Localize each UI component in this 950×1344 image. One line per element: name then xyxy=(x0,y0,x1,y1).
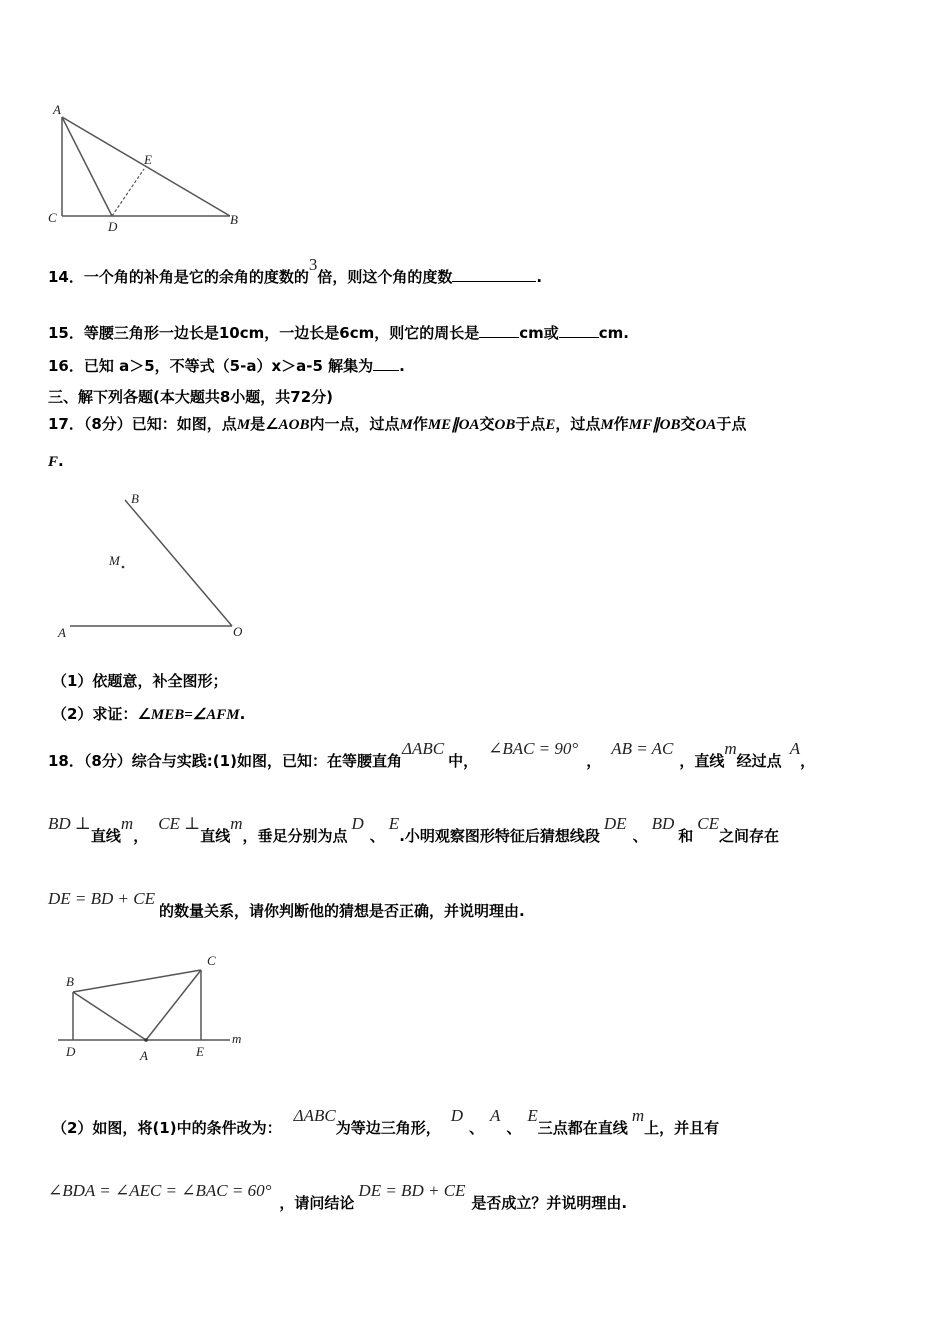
fig18-label-d: D xyxy=(66,1044,76,1059)
question-15: 15．等腰三角形一边长是10cm，一边长是6cm，则它的周长是 cm或 cm. xyxy=(48,324,629,342)
answer-blank[interactable] xyxy=(373,369,399,371)
fig13-label-e: E xyxy=(144,152,152,167)
fig13-label-d: D xyxy=(108,219,118,234)
fig18-label-a: A xyxy=(140,1048,148,1063)
question-16: 16．已知 a＞5，不等式（5-a）x＞a-5 解集为 . xyxy=(48,357,405,375)
question-18-part-2-line-1: （2）如图，将(1)中的条件改为：ΔABC为等边三角形，D、A、E三点都在直线m上，并且有 xyxy=(52,1106,720,1137)
fig17-label-m: M xyxy=(109,553,120,568)
fig17-label-b: B xyxy=(131,491,139,506)
answer-blank[interactable] xyxy=(559,336,599,338)
fig17-label-o: O xyxy=(233,624,243,639)
fig18-label-e: E xyxy=(196,1044,204,1059)
question-17-part-2: （2）求证：∠MEB=∠AFM. xyxy=(52,705,246,723)
question-18-line-2: BD ⊥直线m，CE ⊥直线m，垂足分别为点D、E.小明观察图形特征后猜想线段DE、BD和CE之间存在 xyxy=(48,814,780,845)
answer-blank[interactable] xyxy=(452,280,536,282)
fig13-label-c: C xyxy=(48,210,57,225)
question-14: 14．一个角的补角是它的余角的度数的3倍，则这个角的度数 . xyxy=(48,255,543,286)
q14-number: 3 xyxy=(308,255,318,274)
fig13-label-a: A xyxy=(53,102,61,117)
figure-17 xyxy=(50,488,260,648)
figure-18 xyxy=(50,948,260,1068)
question-18-line-1: 18．（8分）综合与实践:(1)如图，已知：在等腰直角ΔABC中，∠BAC = 90°，AB = AC，直线m经过点A， xyxy=(48,739,816,770)
section-heading: 三、解下列各题(本大题共8小题，共72分) xyxy=(48,388,334,406)
fig18-label-b: B xyxy=(66,974,74,989)
question-18-part-2-line-2: ∠BDA = ∠AEC = ∠BAC = 60°，请问结论DE = BD + CE是否成立？并说明理由. xyxy=(48,1181,628,1212)
fig17-label-a: A xyxy=(58,625,66,640)
question-17-part-1: （1）依题意，补全图形； xyxy=(52,672,228,690)
question-17: 17．（8分）已知：如图，点M是∠AOB内一点，过点M作ME∥OA交OB于点E，过点M作MF∥OB交OA于点 xyxy=(48,415,747,433)
fig18-label-c: C xyxy=(207,953,216,968)
answer-blank[interactable] xyxy=(479,336,519,338)
fig18-label-m: m xyxy=(232,1031,242,1046)
figure-13 xyxy=(40,100,260,240)
fig13-label-b: B xyxy=(230,212,238,227)
question-17-cont: F. xyxy=(48,452,64,470)
question-18-line-3: DE = BD + CE的数量关系，请你判断他的猜想是否正确，并说明理由. xyxy=(48,889,525,920)
